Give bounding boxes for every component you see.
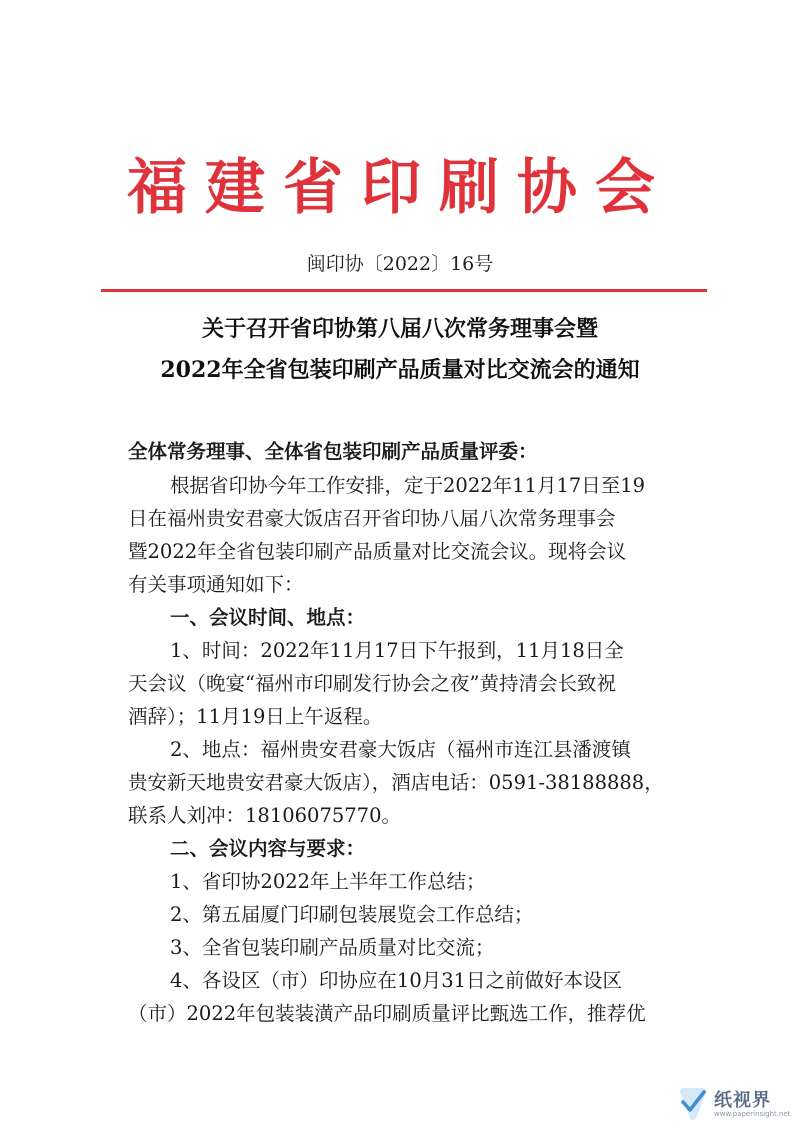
document-number: 闽印协〔2022〕16号 [306,253,494,275]
section-1-item-1-line-3: 酒辞）；11月19日上午返程。 [128,705,383,728]
section-1-item-2-line-1: 2、地点：福州贵安君豪大饭店（福州市连江县潘渡镇 [170,738,631,761]
section-2-item-2: 2、第五届厦门印刷包装展览会工作总结； [170,903,534,926]
notice-title-line-1: 关于召开省印协第八届八次常务理事会暨 [201,316,598,342]
paragraph-1-line-3: 暨2022年全省包装印刷产品质量对比交流会议。现将会议 [128,540,627,563]
section-2-item-4-line-1: 4、各设区（市）印协应在10月31日之前做好本设区 [170,969,623,992]
letterhead-divider [101,289,707,292]
watermark-brand: 纸视界 [714,1090,771,1111]
section-2-heading: 二、会议内容与要求： [170,837,366,860]
section-2-item-4-line-2: （市）2022年包装装潢产品印刷质量评比甄选工作，推荐优 [128,1002,646,1025]
notice-title-line-2: 2022年全省包装印刷产品质量对比交流会的通知 [160,357,640,383]
watermark-check-icon [676,1086,710,1122]
watermark-logo [676,1084,791,1124]
section-1-item-1-line-1: 1、时间：2022年11月17日下午报到，11月18日全 [170,639,624,662]
paragraph-1-line-2: 日在福州贵安君豪大饭店召开省印协八届八次常务理事会 [128,507,616,530]
paragraph-1-line-4: 有关事项通知如下： [128,573,304,596]
watermark-url: www.paperinsight.net [714,1110,791,1118]
section-2-item-3: 3、全省包装印刷产品质量对比交流； [170,936,495,959]
section-1-heading: 一、会议时间、地点： [170,606,366,629]
paragraph-1-line-1: 根据省印协今年工作安排，定于2022年11月17日至19 [170,474,646,497]
section-2-item-1: 1、省印协2022年上半年工作总结； [170,870,486,893]
section-1-item-2-line-2: 贵安新天地贵安君豪大饭店），酒店电话：0591-38188888， [128,771,664,794]
letterhead-org-name: 福建省印刷协会 [127,153,673,223]
section-1-item-1-line-2: 天会议（晚宴“福州市印刷发行协会之夜”黄持清会长致祝 [128,672,616,695]
salutation: 全体常务理事、全体省包装印刷产品质量评委： [128,440,538,463]
section-1-item-2-line-3: 联系人刘冲：18106075770。 [128,804,401,827]
